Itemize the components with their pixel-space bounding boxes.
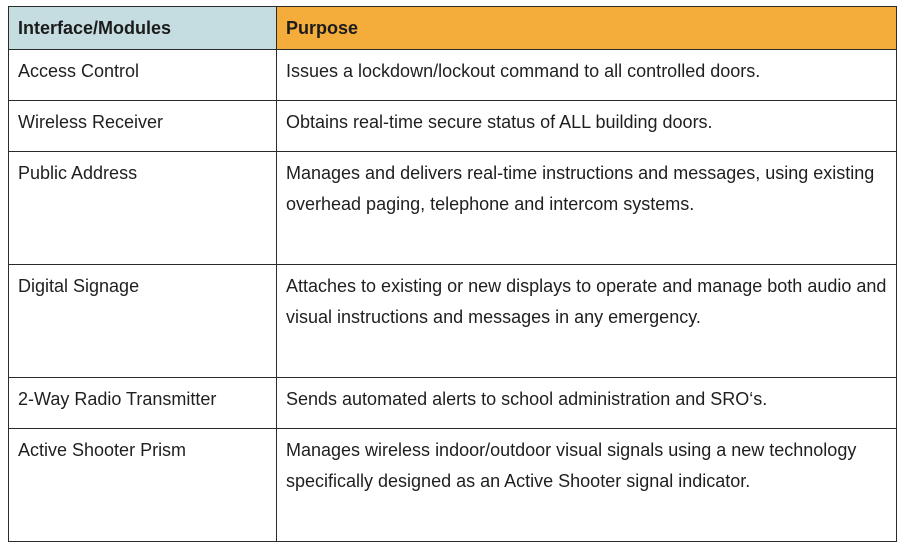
purpose-cell: Issues a lockdown/lockout command to all controlled doors. [277,50,897,101]
module-cell: Public Address [9,152,277,265]
table-row [9,265,897,378]
module-cell: Wireless Receiver [9,101,277,152]
purpose-cell: Obtains real-time secure status of ALL building doors. [277,101,897,152]
module-cell: Active Shooter Prism [9,429,277,542]
header-purpose: Purpose [277,7,897,50]
table-row [9,50,897,101]
table-row [9,378,897,429]
module-cell: Access Control [9,50,277,101]
purpose-cell: Sends automated alerts to school administration and SRO‘s. [277,378,897,429]
table-row [9,429,897,542]
table-row [9,101,897,152]
purpose-cell: Manages wireless indoor/outdoor visual signals using a new technology specifically designed as an Active Shooter signal indicator. [277,429,897,542]
purpose-cell: Attaches to existing or new displays to operate and manage both audio and visual instructions and messages in any emergency. [277,265,897,378]
modules-table [8,6,897,542]
module-cell: 2-Way Radio Transmitter [9,378,277,429]
table-header-row [9,7,897,50]
purpose-cell: Manages and delivers real-time instructions and messages, using existing overhead paging, telephone and intercom systems. [277,152,897,265]
module-cell: Digital Signage [9,265,277,378]
header-interface-modules: Interface/Modules [9,7,277,50]
table-row [9,152,897,265]
